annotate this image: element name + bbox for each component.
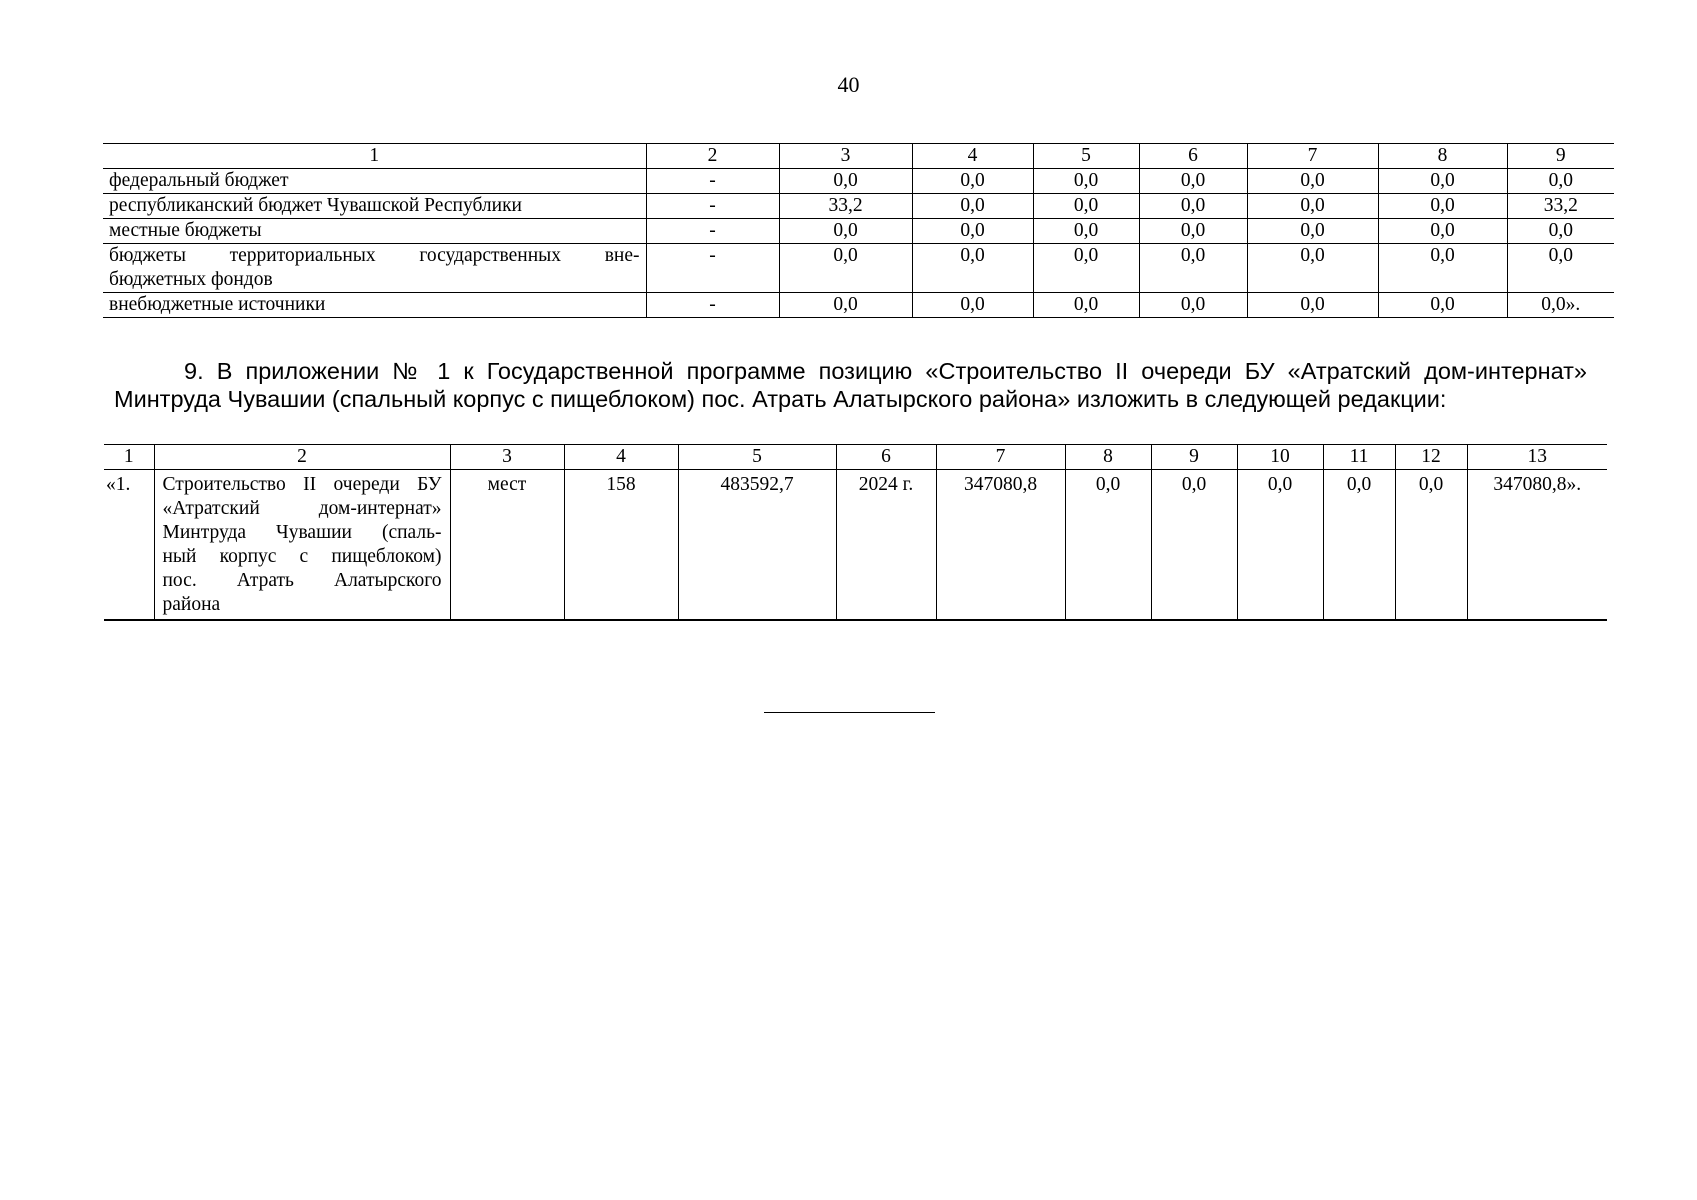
table-cell: 33,2 <box>779 194 912 219</box>
table-cell: 0,0 <box>1247 169 1378 194</box>
table-cell: - <box>646 293 779 318</box>
column-header: 5 <box>678 445 836 470</box>
table-cell: 0,0 <box>1033 169 1139 194</box>
table-cell: 0,0 <box>1033 293 1139 318</box>
table-cell: 0,0 <box>1378 169 1507 194</box>
column-header: 2 <box>646 144 779 169</box>
column-header: 11 <box>1323 445 1395 470</box>
table-cell: 0,0». <box>1507 293 1614 318</box>
column-header: 7 <box>936 445 1065 470</box>
table-cell: 0,0 <box>1139 194 1247 219</box>
cost-cell: 483592,7 <box>678 470 836 621</box>
column-header: 7 <box>1247 144 1378 169</box>
table-cell: 0,0 <box>1507 219 1614 244</box>
table-row <box>104 470 1607 621</box>
year-cell: 2024 г. <box>836 470 936 621</box>
table-cell: - <box>646 169 779 194</box>
table-row <box>103 219 1614 244</box>
object-name-line: района <box>162 594 221 615</box>
table-cell: 0,0 <box>1033 244 1139 293</box>
table-cell: 0,0 <box>779 169 912 194</box>
object-name-line: «Атратский дом-интернат» <box>162 498 442 519</box>
column-header: 3 <box>450 445 564 470</box>
column-header: 10 <box>1237 445 1323 470</box>
table-cell: 347080,8 <box>936 470 1065 621</box>
table-cell: 0,0 <box>1033 194 1139 219</box>
table-cell: 0,0 <box>779 219 912 244</box>
table-cell: 0,0 <box>1378 293 1507 318</box>
construction-object-table <box>104 444 1607 621</box>
column-header: 6 <box>1139 144 1247 169</box>
column-header: 4 <box>912 144 1033 169</box>
table-cell: 0,0 <box>1378 219 1507 244</box>
table-row <box>103 169 1614 194</box>
table-cell: 0,0 <box>1323 470 1395 621</box>
table-cell: 0,0 <box>1139 244 1247 293</box>
table-cell: 0,0 <box>779 293 912 318</box>
table-cell: 33,2 <box>1507 194 1614 219</box>
table-cell: 0,0 <box>1378 244 1507 293</box>
column-header: 1 <box>103 144 646 169</box>
amendment-paragraph: 9. В приложении № 1 к Государственной программе позицию «Строительство II очереди БУ «Атратский дом-интернат» Минтруда Чувашии (спальный корпус с пищеблоком) пос. Атрать Алатырского района» изложить в следующей редакции: <box>114 358 1587 412</box>
object-name-line: Минтруда Чувашии (спаль- <box>162 522 442 543</box>
table-cell: 347080,8». <box>1467 470 1607 621</box>
column-header: 1 <box>104 445 154 470</box>
row-label: федеральный бюджет <box>103 169 646 194</box>
table-cell: 0,0 <box>1247 194 1378 219</box>
table-cell: 0,0 <box>1247 244 1378 293</box>
table-cell: 0,0 <box>1395 470 1467 621</box>
object-name <box>154 470 450 621</box>
table-cell: 0,0 <box>1507 244 1614 293</box>
page-number: 40 <box>837 72 860 97</box>
table-cell: 0,0 <box>1033 219 1139 244</box>
table-cell: 0,0 <box>912 194 1033 219</box>
end-divider <box>764 712 935 713</box>
table-cell: 0,0 <box>1139 169 1247 194</box>
column-header: 8 <box>1065 445 1151 470</box>
table-header-row <box>104 445 1607 470</box>
table-cell: - <box>646 244 779 293</box>
capacity-cell: 158 <box>564 470 678 621</box>
row-label-line: бюджетных фондов <box>109 269 273 290</box>
object-name-line: Строительство II очереди БУ <box>162 474 442 495</box>
row-label: местные бюджеты <box>103 219 646 244</box>
table-cell: 0,0 <box>1139 219 1247 244</box>
table-cell: 0,0 <box>912 244 1033 293</box>
table-cell: 0,0 <box>1139 293 1247 318</box>
column-header: 3 <box>779 144 912 169</box>
column-header: 9 <box>1151 445 1237 470</box>
table-cell: 0,0 <box>779 244 912 293</box>
row-label-line: бюджеты территориальных государственных вне- <box>109 245 640 266</box>
row-number: «1. <box>104 470 154 621</box>
table-cell: - <box>646 219 779 244</box>
column-header: 5 <box>1033 144 1139 169</box>
column-header: 6 <box>836 445 936 470</box>
table-cell: 0,0 <box>912 219 1033 244</box>
table-row <box>103 293 1614 318</box>
column-header: 9 <box>1507 144 1614 169</box>
unit-cell: мест <box>450 470 564 621</box>
financing-table <box>103 143 1614 318</box>
table-cell: 0,0 <box>1247 293 1378 318</box>
row-label: внебюджетные источники <box>103 293 646 318</box>
row-label: республиканский бюджет Чувашской Республики <box>103 194 646 219</box>
object-name-line: ный корпус с пищеблоком) <box>162 546 442 567</box>
table-cell: 0,0 <box>1237 470 1323 621</box>
table-cell: 0,0 <box>1151 470 1237 621</box>
object-name-line: пос. Атрать Алатырского <box>162 570 442 591</box>
column-header: 2 <box>154 445 450 470</box>
table-row <box>103 194 1614 219</box>
column-header: 13 <box>1467 445 1607 470</box>
table-cell: 0,0 <box>1378 194 1507 219</box>
table-cell: - <box>646 194 779 219</box>
table-header-row <box>103 144 1614 169</box>
row-label <box>103 244 646 293</box>
column-header: 4 <box>564 445 678 470</box>
column-header: 8 <box>1378 144 1507 169</box>
table-cell: 0,0 <box>912 293 1033 318</box>
table-row <box>103 244 1614 293</box>
table-cell: 0,0 <box>1247 219 1378 244</box>
column-header: 12 <box>1395 445 1467 470</box>
table-cell: 0,0 <box>1507 169 1614 194</box>
table-cell: 0,0 <box>1065 470 1151 621</box>
table-cell: 0,0 <box>912 169 1033 194</box>
